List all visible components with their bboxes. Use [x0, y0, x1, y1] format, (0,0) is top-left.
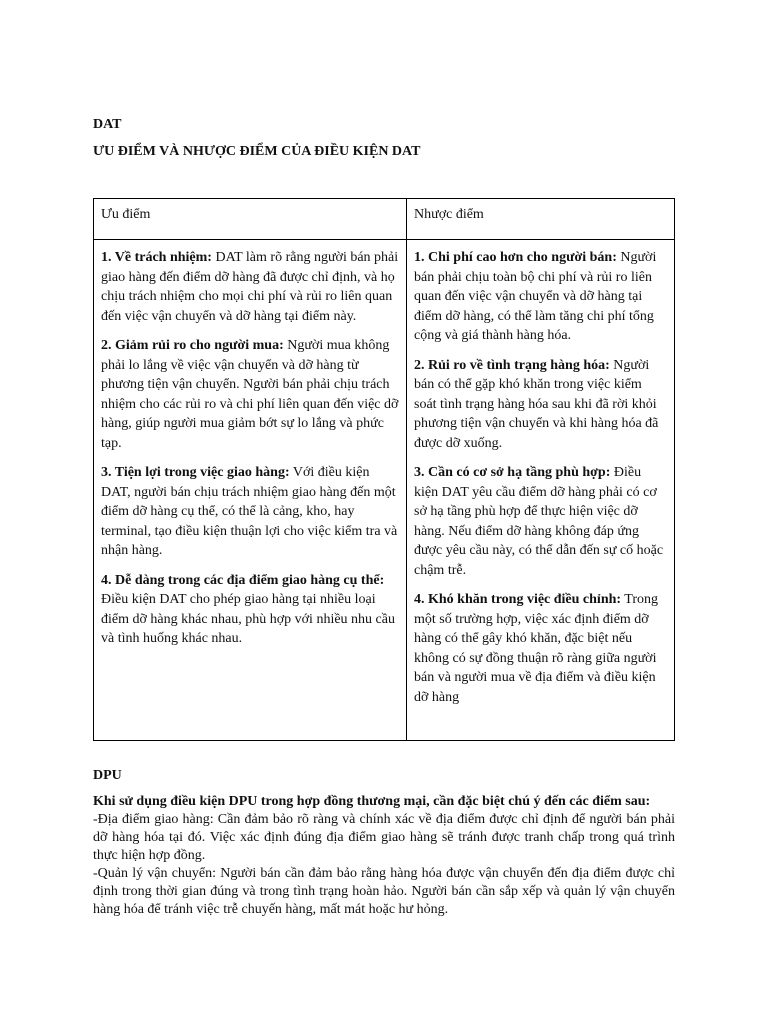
dpu-intro: Khi sử dụng điều kiện DPU trong hợp đồng thương mại, cần đặc biệt chú ý đến các điểm sau: — [93, 794, 651, 809]
advantage-text: Với điều kiện DAT, người bán chịu trách nhiệm giao hàng đến một điểm dỡ hàng cụ thể, có thể là cảng, kho, hay terminal, tạo điều kiện thuận lợi cho việc kiểm tra và nhận hàng. — [101, 465, 398, 558]
disadvantage-title: 4. Khó khăn trong việc điều chỉnh: — [414, 592, 622, 607]
column-header-advantages: Ưu điểm — [94, 199, 407, 240]
disadvantage-title: 3. Cần có cơ sở hạ tầng phù hợp: — [414, 465, 611, 480]
advantage-text: DAT làm rõ rằng người bán phải giao hàng đến điểm dỡ hàng đã được chỉ định, và họ chịu trách nhiệm cho mọi chi phí và rủi ro liên quan đến việc vận chuyển và dỡ hàng tại điểm này. — [101, 250, 399, 324]
advantage-title: 1. Về trách nhiệm: — [101, 250, 212, 265]
heading-dpu: DPU — [93, 768, 122, 783]
dpu-point: -Địa điểm giao hàng: Cần đảm bảo rõ ràng và chính xác về địa điểm được chỉ định để người bán phải dỡ hàng hóa tại đó. Việc xác định đúng địa điểm giao hàng sẽ tránh được tranh chấp trong quá trình thực hiện hợp đồng. — [93, 812, 675, 863]
advantage-item — [101, 571, 399, 649]
disadvantage-text: Người bán có thể gặp khó khăn trong việc kiểm soát tình trạng hàng hóa sau khi đã rời khỏi phương tiện vận chuyển và khi hàng hóa đã được dỡ xuống. — [414, 357, 659, 451]
disadvantage-item — [414, 463, 667, 580]
dpu-section — [93, 793, 675, 919]
disadvantage-item — [414, 590, 667, 707]
disadvantage-text: Người bán phải chịu toàn bộ chi phí và rủi ro liên quan đến việc vận chuyển và dỡ hàng tại điểm dỡ hàng, có thể làm tăng chi phí tổng cộng và giá thành hàng hóa. — [414, 250, 657, 343]
disadvantages-cell — [407, 240, 675, 741]
comparison-table — [93, 198, 675, 741]
advantage-item — [101, 463, 399, 561]
disadvantage-text: Trong một số trường hợp, việc xác định điểm dỡ hàng có thể gây khó khăn, đặc biệt nếu không có sự đồng thuận rõ ràng giữa người bán và người mua về địa điểm và điều kiện dỡ hàng — [414, 592, 659, 705]
advantage-text: Điều kiện DAT cho phép giao hàng tại nhiều loại điểm dỡ hàng khác nhau, phù hợp với nhiều nhu cầu và tình huống khác nhau. — [101, 592, 395, 646]
disadvantage-item — [414, 356, 667, 454]
heading-dat: DAT — [93, 117, 122, 132]
advantage-title: 3. Tiện lợi trong việc giao hàng: — [101, 465, 290, 480]
advantage-title: 2. Giảm rủi ro cho người mua: — [101, 338, 284, 353]
disadvantage-text: Điều kiện DAT yêu cầu điểm dỡ hàng phải có cơ sở hạ tầng phù hợp để thực hiện việc dỡ hàng. Nếu điểm dỡ hàng không đáp ứng được yêu cầu này, có thể dẫn đến sự cố hoặc chậm trễ. — [414, 465, 664, 578]
dpu-point: -Quản lý vận chuyển: Người bán cần đảm bảo rằng hàng hóa được vận chuyển đến địa điểm được chỉ định trong thời gian đúng và trong tình trạng hoàn hảo. Người bán cần sắp xếp và quản lý vận chuyển hàng hóa để tránh việc trễ chuyến hàng, mất mát hoặc hư hỏng. — [93, 866, 675, 917]
column-header-disadvantages: Nhược điểm — [407, 199, 675, 240]
advantage-item — [101, 248, 399, 326]
disadvantage-title: 2. Rủi ro về tình trạng hàng hóa: — [414, 357, 610, 373]
advantage-title: 4. Dễ dàng trong các địa điểm giao hàng cụ thể: — [101, 572, 385, 588]
disadvantage-title: 1. Chi phí cao hơn cho người bán: — [414, 250, 617, 265]
advantage-item — [101, 336, 399, 453]
advantages-cell — [94, 240, 407, 741]
disadvantage-item — [414, 248, 667, 346]
table-row — [94, 240, 675, 741]
table-header-row — [94, 199, 675, 240]
heading-title: ƯU ĐIỂM VÀ NHƯỢC ĐIỂM CỦA ĐIỀU KIỆN DAT — [93, 144, 421, 159]
advantage-text: Người mua không phải lo lắng về việc vận chuyển và dỡ hàng từ phương tiện vận chuyển. Người bán phải chịu trách nhiệm cho các rủi ro và chi phí liên quan đến việc dỡ hàng, giúp người mua giảm bớt sự lo lắng và phức tạp. — [101, 338, 399, 451]
